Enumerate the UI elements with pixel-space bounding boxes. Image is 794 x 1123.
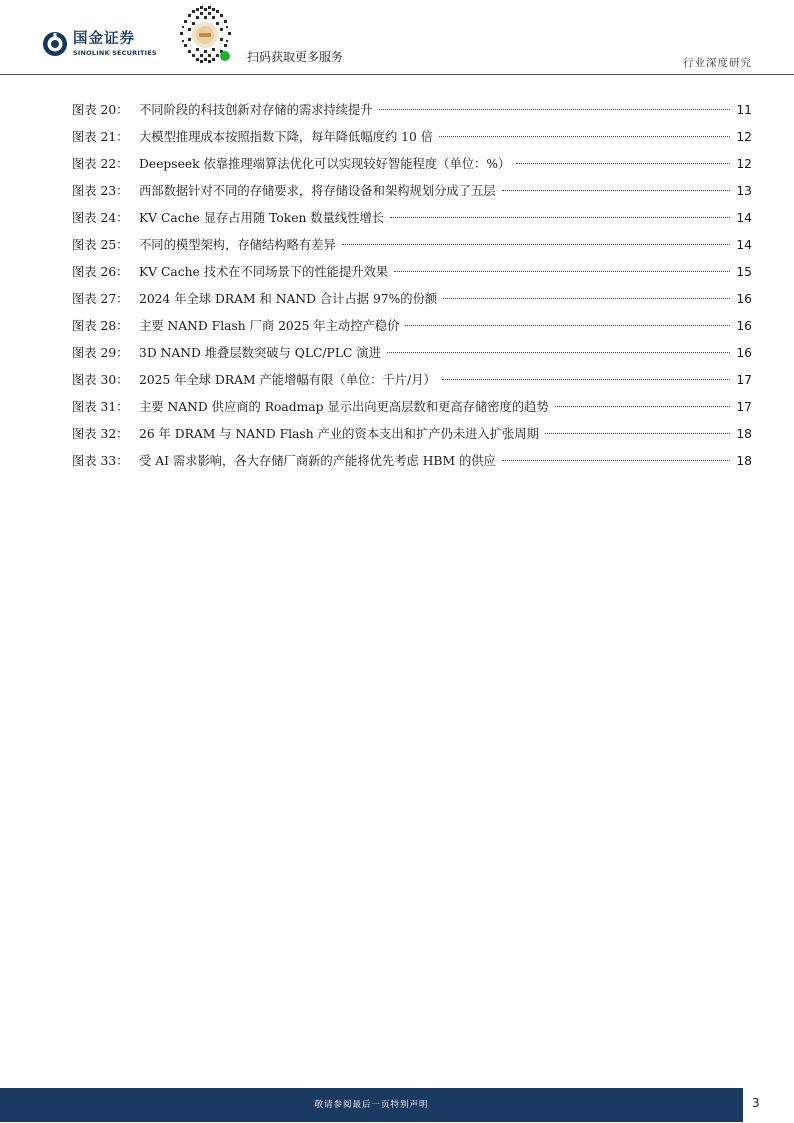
toc-entry[interactable]: [72, 235, 752, 262]
figure-title: 不同的模型架构，存储结构略有差异: [139, 238, 336, 252]
figure-number: 图表 24：: [72, 211, 129, 225]
figure-number: 图表 26：: [72, 265, 129, 279]
figure-number: 图表 22：: [72, 157, 129, 171]
page-ref: 14: [736, 238, 752, 252]
page-ref: 16: [736, 319, 752, 333]
dot-leader: [555, 406, 730, 407]
page-ref: 18: [736, 454, 752, 468]
sinolink-logo-icon: [42, 31, 68, 57]
figure-title: 受 AI 需求影响，各大存储厂商新的产能将优先考虑 HBM 的供应: [139, 454, 496, 468]
toc-entry[interactable]: [72, 262, 752, 289]
dot-leader: [342, 244, 730, 245]
dot-leader: [439, 136, 730, 137]
dot-leader: [387, 352, 730, 353]
figure-number: 图表 29：: [72, 346, 129, 360]
toc-entry[interactable]: [72, 127, 752, 154]
figure-title: 不同阶段的科技创新对存储的需求持续提升: [139, 103, 373, 117]
figure-number: 图表 23：: [72, 184, 129, 198]
toc-entry[interactable]: [72, 316, 752, 343]
figure-number: 图表 32：: [72, 427, 129, 441]
figure-number: 图表 25：: [72, 238, 129, 252]
figure-title: 主要 NAND 供应商的 Roadmap 显示出向更高层数和更高存储密度的趋势: [139, 400, 549, 414]
figure-title: 3D NAND 堆叠层数突破与 QLC/PLC 演进: [139, 346, 381, 360]
figure-title: KV Cache 显存占用随 Token 数量线性增长: [139, 211, 385, 225]
company-logo: [42, 31, 157, 57]
page-ref: 12: [736, 130, 752, 144]
page-ref: 14: [736, 211, 752, 225]
toc-entry[interactable]: [72, 208, 752, 235]
page-ref: 11: [736, 103, 752, 117]
figure-title: 主要 NAND Flash 厂商 2025 年主动控产稳价: [139, 319, 400, 333]
footer-disclaimer: 敬请参阅最后一页特别声明: [314, 1100, 429, 1110]
dot-leader: [390, 217, 730, 218]
page-ref: 12: [736, 157, 752, 171]
toc-entry[interactable]: [72, 100, 752, 127]
header-divider: [0, 74, 794, 75]
figure-title: Deepseek 依靠推理端算法优化可以实现较好智能程度（单位：%）: [139, 157, 511, 171]
table-of-figures: [72, 100, 752, 478]
dot-leader: [379, 109, 730, 110]
dot-leader: [442, 379, 730, 380]
dot-leader: [516, 163, 730, 164]
figure-number: 图表 27：: [72, 292, 129, 306]
figure-title: 2024 年全球 DRAM 和 NAND 合计占据 97%的份额: [139, 292, 438, 306]
figure-title: 2025 年全球 DRAM 产能增幅有限（单位：千片/月）: [139, 373, 436, 387]
toc-entry[interactable]: [72, 154, 752, 181]
toc-entry[interactable]: [72, 343, 752, 370]
page-ref: 16: [736, 346, 752, 360]
dot-leader: [502, 190, 730, 191]
report-type-label: 行业深度研究: [683, 57, 752, 69]
figure-title: 26 年 DRAM 与 NAND Flash 产业的资本支出和扩产仍未进入扩张周期: [139, 427, 539, 441]
figure-title: KV Cache 技术在不同场景下的性能提升效果: [139, 265, 389, 279]
dot-leader: [394, 271, 730, 272]
toc-entry[interactable]: [72, 289, 752, 316]
figure-title: 西部数据针对不同的存储要求，将存储设备和架构规划分成了五层: [139, 184, 496, 198]
toc-entry[interactable]: [72, 451, 752, 478]
page-ref: 16: [736, 292, 752, 306]
toc-entry[interactable]: [72, 181, 752, 208]
page-header: [0, 0, 794, 76]
figure-title: 大模型推理成本按照指数下降，每年降低幅度约 10 倍: [139, 130, 433, 144]
figure-number: 图表 20：: [72, 103, 129, 117]
figure-number: 图表 28：: [72, 319, 129, 333]
figure-number: 图表 21：: [72, 130, 129, 144]
page-ref: 18: [736, 427, 752, 441]
page-ref: 13: [736, 184, 752, 198]
dot-leader: [443, 298, 730, 299]
logo-chinese-name: 国金证券: [73, 31, 135, 47]
page-ref: 15: [736, 265, 752, 279]
figure-number: 图表 30：: [72, 373, 129, 387]
toc-entry[interactable]: [72, 424, 752, 451]
page-ref: 17: [736, 400, 752, 414]
figure-number: 图表 31：: [72, 400, 129, 414]
toc-entry[interactable]: [72, 370, 752, 397]
dot-leader: [405, 325, 730, 326]
logo-english-name: SINOLINK SECURITIES: [73, 48, 157, 57]
page-ref: 17: [736, 373, 752, 387]
toc-entry[interactable]: [72, 397, 752, 424]
dot-leader: [545, 433, 730, 434]
qr-caption: 扫码获取更多服务: [247, 50, 344, 64]
qr-code-icon[interactable]: [172, 2, 238, 68]
figure-number: 图表 33：: [72, 454, 129, 468]
dot-leader: [502, 460, 730, 461]
page-number: 3: [752, 1096, 760, 1110]
